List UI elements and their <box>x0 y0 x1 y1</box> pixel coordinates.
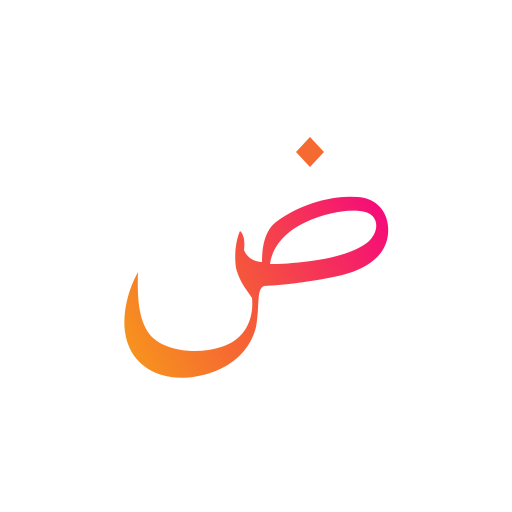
dad-letter-body-icon <box>124 197 388 378</box>
letter-dot-icon <box>296 137 324 167</box>
